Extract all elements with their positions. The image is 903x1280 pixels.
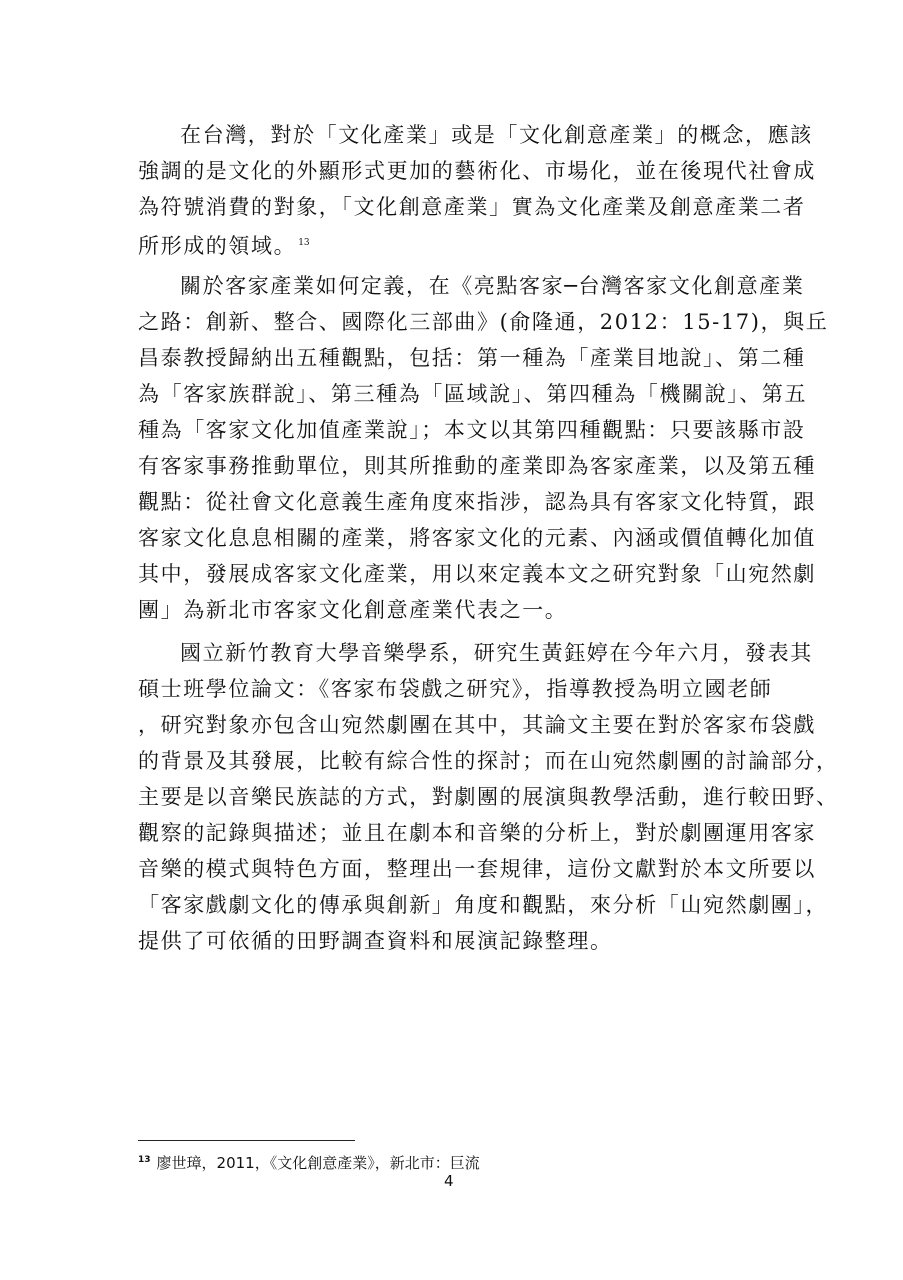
paragraph-3-line-5: 主要是以音樂民族誌的方式，對劇團的展演與教學活動，進行較田野、	[138, 785, 839, 809]
paragraph-3-line-3: ，研究對象亦包含山宛然劇團在其中，其論文主要在對於客家布袋戲	[138, 713, 816, 737]
footnote-text: 廖世璋，2011，《文化創意產業》，新北市：巨流	[156, 1154, 480, 1172]
paragraph-3-line-6: 觀察的記錄與描述；並且在劇本和音樂的分析上，對於劇團運用客家	[138, 821, 816, 845]
paragraph-3-line-9: 提供了可依循的田野調查資料和展演記錄整理。	[138, 929, 613, 953]
paragraph-2-line-7: 觀點：從社會文化意義生產角度來指涉，認為具有客家文化特質，跟	[138, 490, 816, 514]
page-number: 4	[444, 1172, 454, 1190]
paragraph-2-line-6: 有客家事務推動單位，則其所推動的產業即為客家產業，以及第五種	[138, 454, 816, 478]
paragraph-3-line-1: 國立新竹教育大學音樂學系，研究生黃鈺婷在今年六月，發表其	[180, 641, 813, 665]
paragraph-3-line-2: 碩士班學位論文：《客家布袋戲之研究》，指導教授為明立國老師	[138, 677, 773, 701]
paragraph-2-line-1: 關於客家產業如何定義，在《亮點客家─台灣客家文化創意產業	[180, 274, 805, 298]
paragraph-1-line-1: 在台灣，對於「文化產業」或是「文化創意產業」的概念，應該	[180, 123, 813, 147]
footnote	[138, 1150, 480, 1173]
paragraph-3-line-8: 「客家戲劇文化的傳承與創新」角度和觀點，來分析「山宛然劇團」，	[138, 893, 829, 917]
paragraph-2-line-9: 其中，發展成客家文化產業，用以來定義本文之研究對象「山宛然劇	[138, 562, 816, 586]
paragraph-2-line-3: 昌泰教授歸納出五種觀點，包括：第一種為「產業目地說」、第二種	[138, 346, 806, 370]
paragraph-2-line-10: 團」為新北市客家文化創意產業代表之一。	[138, 598, 568, 622]
paragraph-1-line-4-text: 所形成的領域。	[138, 234, 297, 258]
footnote-reference: 13	[298, 238, 310, 248]
paragraph-3-line-7: 音樂的模式與特色方面，整理出一套規律，這份文獻對於本文所要以	[138, 857, 816, 881]
footnote-separator	[138, 1140, 355, 1141]
paragraph-1-line-3: 為符號消費的對象，「文化創意產業」實為文化產業及創意產業二者	[138, 195, 806, 219]
paragraph-2-line-8: 客家文化息息相關的產業，將客家文化的元素、內涵或價值轉化加值	[138, 526, 816, 550]
paragraph-2-line-4: 為「客家族群說」、第三種為「區域說」、第四種為「機關說」、第五	[138, 382, 808, 406]
paragraph-1-line-2: 強調的是文化的外顯形式更加的藝術化、市場化，並在後現代社會成	[138, 159, 816, 183]
paragraph-3-line-4: 的背景及其發展，比較有綜合性的探討；而在山宛然劇團的討論部分，	[138, 749, 839, 773]
paragraph-1-line-4	[138, 229, 778, 260]
paragraph-2-line-2: 之路：創新、整合、國際化三部曲》(俞隆通，2012：15-17)，與丘	[138, 310, 829, 334]
footnote-number: 13	[138, 1155, 151, 1165]
paragraph-2-line-5: 種為「客家文化加值產業說」；本文以其第四種觀點：只要該縣市設	[138, 418, 806, 442]
